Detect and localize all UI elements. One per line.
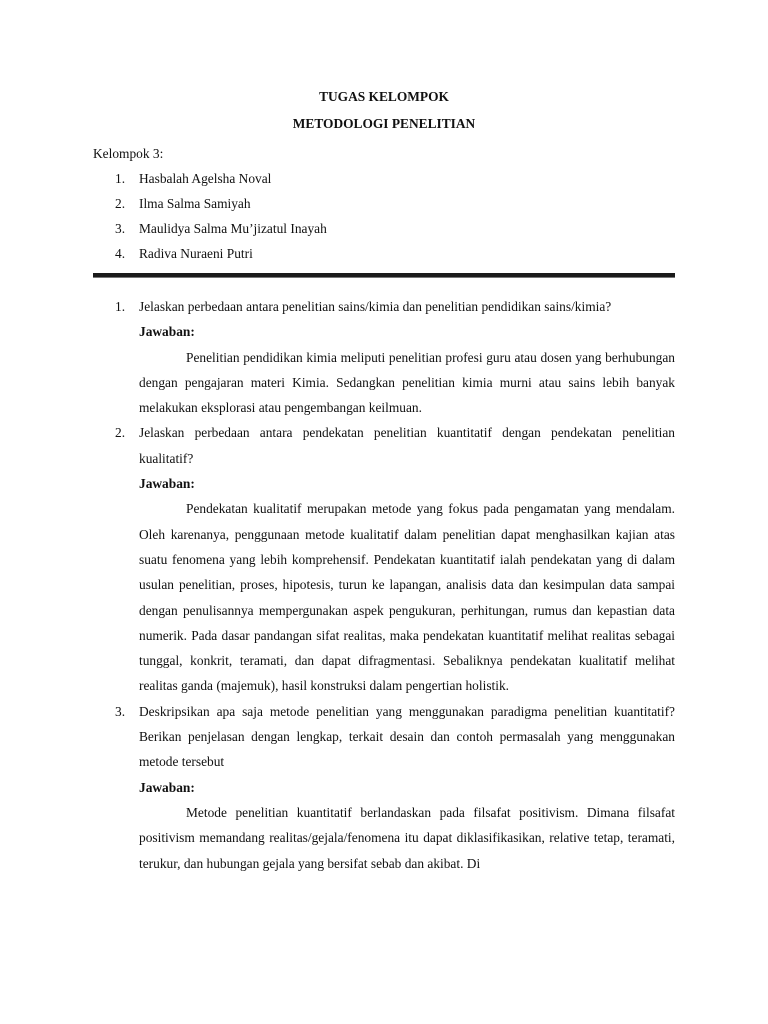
question-number: 3. xyxy=(115,703,126,719)
question-item xyxy=(93,294,675,420)
question-number: 1. xyxy=(115,299,126,314)
member-name: Hasbalah Agelsha Noval xyxy=(139,171,272,186)
header-divider xyxy=(93,273,675,278)
member-item xyxy=(93,196,673,221)
member-number: 4. xyxy=(115,246,126,261)
document-subtitle: METODOLOGI PENELITIAN xyxy=(292,116,476,131)
group-label: Kelompok 3: xyxy=(93,146,164,161)
member-item xyxy=(93,246,673,271)
question-text: Jelaskan perbedaan antara penelitian sains/kimia dan penelitian pendidikan sains/kimia? xyxy=(139,299,612,314)
member-item xyxy=(93,221,673,246)
document-title: TUGAS KELOMPOK xyxy=(319,89,449,104)
member-number: 2. xyxy=(115,196,126,211)
question-item xyxy=(93,699,675,876)
member-name: Radiva Nuraeni Putri xyxy=(139,246,253,261)
answer-text: Pendekatan kualitatif merupakan metode yang fokus pada pengamatan yang mendalam. Oleh karenanya, penggunaan metode kualitatif dalam penelitian dapat menghasilkan kajian atas suatu fenomena yang lebih komprehensif. Pendekatan kuantitatif ialah pendekatan yang di dalam usulan penelitian, proses, hipotesis, turun ke lapangan, analisis data dan kesimpulan data sampai dengan penulisannya mempergunakan aspek pengukuran, perhitungan, rumus dan kepastian data numerik. Pada dasar pandangan sifat realitas, maka pendekatan kuantitatif melihat realitas sebagai tunggal, konkrit, teramati, dan dapat difragmentasi. Sebaliknya pendekatan kualitatif melihat realitas ganda (majemuk), hasil konstruksi dalam pengertian holistik. xyxy=(139,501,675,694)
member-name: Ilma Salma Samiyah xyxy=(139,196,251,211)
answer-label: Jawaban: xyxy=(139,779,195,795)
member-item xyxy=(93,171,673,196)
question-list xyxy=(93,294,675,876)
question-text: Jelaskan perbedaan antara pendekatan penelitian kuantitatif dengan pendekatan penelitian kualitatif? xyxy=(139,425,675,466)
member-number: 1. xyxy=(115,171,126,186)
question-item xyxy=(93,420,675,698)
question-text: Deskripsikan apa saja metode penelitian yang menggunakan paradigma penelitian kuantitatif? Berikan penjelasan dengan lengkap, terkait desain dan contoh permasalah yang menggunakan metode tersebut xyxy=(139,703,675,770)
member-list xyxy=(93,171,673,271)
question-number: 2. xyxy=(115,425,126,441)
answer-text: Metode penelitian kuantitatif berlandaskan pada filsafat positivism. Dimana filsafat positivism memandang realitas/gejala/fenomena itu dapat diklasifikasikan, relative tetap, teramati, terukur, dan hubungan gejala yang bersifat sebab dan akibat. Di xyxy=(139,804,675,871)
member-number: 3. xyxy=(115,221,126,236)
answer-label: Jawaban: xyxy=(139,324,195,340)
answer-text: Penelitian pendidikan kimia meliputi penelitian profesi guru atau dosen yang berhubungan dengan pengajaran materi Kimia. Sedangkan penelitian kimia murni atau sains lebih banyak melakukan eksplorasi atau pengembangan keilmuan. xyxy=(139,349,675,416)
answer-label: Jawaban: xyxy=(139,476,195,492)
member-name: Maulidya Salma Mu’jizatul Inayah xyxy=(139,221,327,236)
